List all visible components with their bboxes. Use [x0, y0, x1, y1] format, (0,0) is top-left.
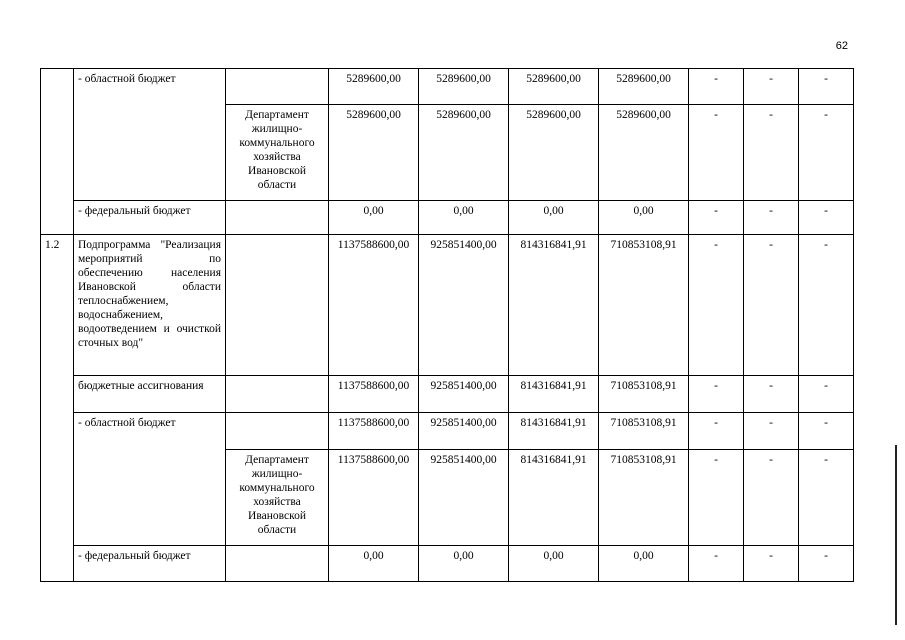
value-cell: 5289600,00: [599, 105, 689, 201]
table-row: [41, 413, 854, 450]
dash-cell: -: [689, 413, 744, 450]
dash-cell: -: [799, 105, 854, 201]
dash-cell: -: [744, 546, 799, 582]
table-row: [41, 235, 854, 376]
table-row: [41, 201, 854, 235]
value-cell: 1137588600,00: [329, 413, 419, 450]
executor-cell: Департамент жилищно-коммунального хозяйства Ивановской области: [226, 105, 329, 201]
budget-table: [40, 68, 854, 582]
executor-cell: [226, 413, 329, 450]
dash-cell: -: [744, 201, 799, 235]
executor-cell: [226, 201, 329, 235]
dash-cell: -: [689, 546, 744, 582]
value-cell: 1137588600,00: [329, 235, 419, 376]
value-cell: 0,00: [329, 546, 419, 582]
value-cell: 5289600,00: [599, 69, 689, 105]
value-cell: 1137588600,00: [329, 450, 419, 546]
executor-cell: [226, 69, 329, 105]
row-index-cell: [41, 69, 74, 235]
table-row: [41, 376, 854, 413]
row-name-cell: - федеральный бюджет: [74, 546, 226, 582]
dash-cell: -: [689, 450, 744, 546]
dash-cell: -: [689, 376, 744, 413]
value-cell: 5289600,00: [329, 69, 419, 105]
dash-cell: -: [799, 546, 854, 582]
value-cell: 5289600,00: [419, 69, 509, 105]
dash-cell: -: [744, 69, 799, 105]
dash-cell: -: [799, 413, 854, 450]
dash-cell: -: [689, 69, 744, 105]
value-cell: 5289600,00: [329, 105, 419, 201]
value-cell: 925851400,00: [419, 413, 509, 450]
value-cell: 710853108,91: [599, 413, 689, 450]
row-name-cell: - федеральный бюджет: [74, 201, 226, 235]
value-cell: 814316841,91: [509, 376, 599, 413]
table-row: [41, 546, 854, 582]
value-cell: 0,00: [599, 201, 689, 235]
scan-edge-line: [895, 445, 897, 625]
value-cell: 1137588600,00: [329, 376, 419, 413]
value-cell: 0,00: [599, 546, 689, 582]
dash-cell: -: [744, 105, 799, 201]
value-cell: 710853108,91: [599, 376, 689, 413]
dash-cell: -: [744, 450, 799, 546]
row-name-cell: - областной бюджет: [74, 413, 226, 546]
dash-cell: -: [799, 69, 854, 105]
table-row: [41, 69, 854, 105]
value-cell: 5289600,00: [509, 69, 599, 105]
dash-cell: -: [799, 201, 854, 235]
value-cell: 814316841,91: [509, 450, 599, 546]
row-name-cell: Подпрограмма "Реализация мероприятий по обеспечению населения Ивановской области теплоснабжением, водоснабжением, водоотведением и очисткой сточных вод": [74, 235, 226, 376]
page-number: 62: [835, 40, 848, 52]
dash-cell: -: [744, 235, 799, 376]
executor-cell: [226, 235, 329, 376]
executor-cell: Департамент жилищно-коммунального хозяйства Ивановской области: [226, 450, 329, 546]
dash-cell: -: [799, 376, 854, 413]
value-cell: 5289600,00: [419, 105, 509, 201]
executor-cell: [226, 546, 329, 582]
dash-cell: -: [799, 235, 854, 376]
value-cell: 0,00: [509, 201, 599, 235]
dash-cell: -: [689, 235, 744, 376]
value-cell: 5289600,00: [509, 105, 599, 201]
dash-cell: -: [744, 376, 799, 413]
value-cell: 710853108,91: [599, 235, 689, 376]
value-cell: 925851400,00: [419, 450, 509, 546]
value-cell: 814316841,91: [509, 413, 599, 450]
value-cell: 0,00: [419, 201, 509, 235]
row-name-cell: - областной бюджет: [74, 69, 226, 201]
value-cell: 0,00: [329, 201, 419, 235]
executor-cell: [226, 376, 329, 413]
dash-cell: -: [689, 105, 744, 201]
value-cell: 0,00: [509, 546, 599, 582]
dash-cell: -: [744, 413, 799, 450]
row-name-cell: бюджетные ассигнования: [74, 376, 226, 413]
value-cell: 0,00: [419, 546, 509, 582]
value-cell: 710853108,91: [599, 450, 689, 546]
value-cell: 814316841,91: [509, 235, 599, 376]
value-cell: 925851400,00: [419, 235, 509, 376]
dash-cell: -: [799, 450, 854, 546]
value-cell: 925851400,00: [419, 376, 509, 413]
dash-cell: -: [689, 201, 744, 235]
row-index-cell: 1.2: [41, 235, 74, 582]
